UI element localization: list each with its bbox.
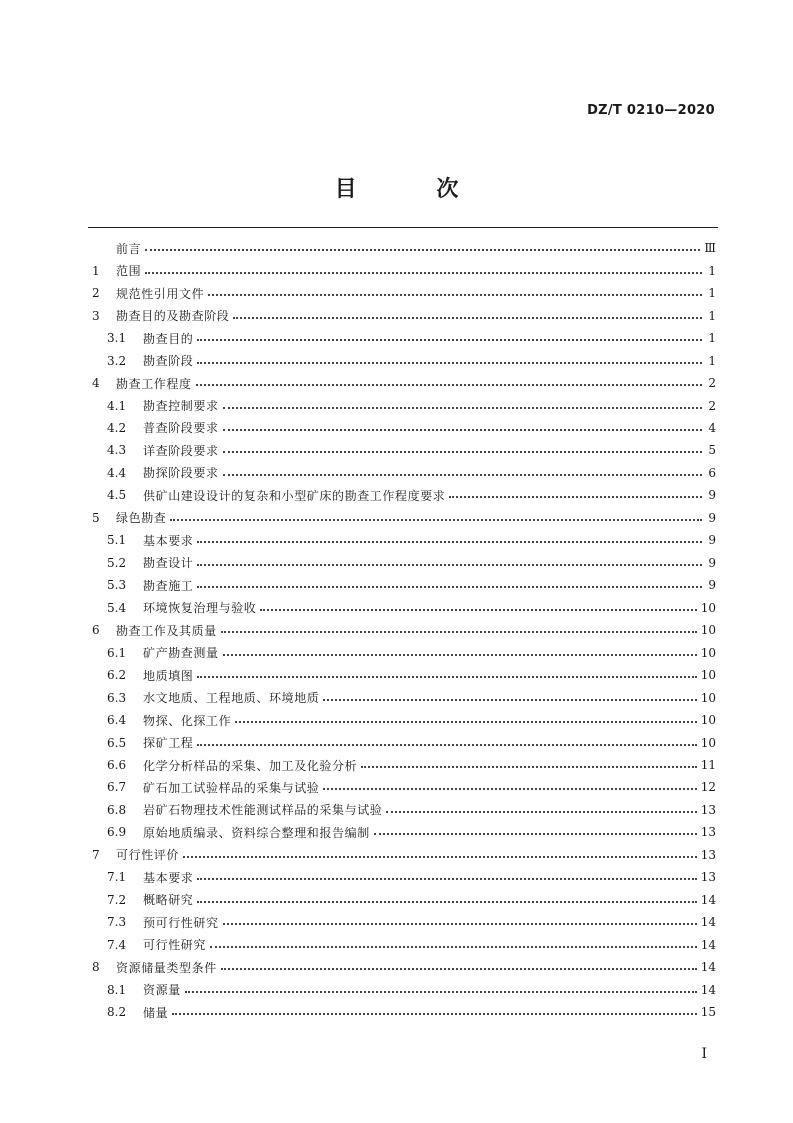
- toc-entry[interactable]: [92, 439, 716, 461]
- toc-entry-number: 7.2: [107, 892, 127, 907]
- dot-leader: [197, 362, 702, 364]
- toc-entry-title: 勘查目的: [143, 331, 194, 346]
- dot-leader: [223, 474, 702, 476]
- toc-entry-page: 2: [708, 398, 716, 413]
- toc-entry[interactable]: [92, 911, 716, 933]
- dot-leader: [210, 946, 697, 948]
- dot-leader: [208, 294, 702, 296]
- toc-entry[interactable]: [92, 462, 716, 484]
- toc-entry-page: 10: [700, 645, 716, 660]
- toc-entry[interactable]: [92, 574, 716, 596]
- table-of-contents: [92, 237, 716, 1023]
- toc-entry-number: 4.5: [107, 488, 127, 503]
- toc-entry-page: 9: [708, 488, 716, 503]
- toc-entry-number: 7: [92, 847, 100, 862]
- toc-entry[interactable]: [92, 776, 716, 798]
- toc-entry-number: 4.1: [107, 398, 127, 413]
- toc-entry[interactable]: [92, 844, 716, 866]
- dot-leader: [233, 317, 702, 319]
- toc-entry-page: 1: [708, 263, 716, 278]
- dot-leader: [223, 923, 697, 925]
- toc-entry-page: 10: [700, 735, 716, 750]
- toc-entry[interactable]: [92, 978, 716, 1000]
- dot-leader: [223, 654, 697, 656]
- toc-entry-title: 概略研究: [143, 893, 194, 908]
- toc-entry-page: 1: [708, 286, 716, 301]
- toc-entry-page: 13: [700, 870, 716, 885]
- toc-entry-title: 勘查阶段: [143, 354, 194, 369]
- toc-entry-title: 基本要求: [143, 533, 194, 548]
- toc-entry[interactable]: [92, 237, 716, 259]
- page-number: Ⅰ: [701, 1046, 707, 1062]
- dot-leader: [197, 339, 702, 341]
- toc-entry[interactable]: [92, 394, 716, 416]
- toc-entry-number: 6.2: [107, 668, 127, 683]
- toc-entry[interactable]: [92, 529, 716, 551]
- toc-entry-number: 6: [92, 623, 100, 638]
- toc-entry-number: 5.4: [107, 600, 127, 615]
- toc-entry-title: 供矿山建设设计的复杂和小型矿床的勘查工作程度要求: [143, 488, 446, 503]
- toc-entry-number: 6.4: [107, 713, 127, 728]
- toc-entry[interactable]: [92, 484, 716, 506]
- toc-entry[interactable]: [92, 372, 716, 394]
- toc-entry-number: 3.2: [107, 353, 127, 368]
- toc-entry-page: 10: [700, 623, 716, 638]
- toc-entry[interactable]: [92, 821, 716, 843]
- toc-entry-title: 范围: [116, 264, 142, 279]
- toc-entry-page: 10: [700, 713, 716, 728]
- dot-leader: [197, 901, 696, 903]
- toc-entry-title: 预可行性研究: [143, 915, 219, 930]
- toc-entry-number: 6.5: [107, 735, 127, 750]
- toc-entry-page: 9: [708, 578, 716, 593]
- toc-entry-number: 8.1: [107, 982, 127, 997]
- toc-entry-page: 14: [700, 937, 716, 952]
- toc-entry[interactable]: [92, 597, 716, 619]
- toc-entry-page: 1: [708, 308, 716, 323]
- toc-entry[interactable]: [92, 552, 716, 574]
- toc-entry[interactable]: [92, 664, 716, 686]
- toc-entry[interactable]: [92, 259, 716, 281]
- toc-entry-number: 5.1: [107, 533, 127, 548]
- toc-entry-page: 4: [708, 420, 716, 435]
- toc-entry-page: 13: [700, 825, 716, 840]
- dot-leader: [183, 856, 697, 858]
- toc-entry-number: 8.2: [107, 1005, 127, 1020]
- toc-entry[interactable]: [92, 709, 716, 731]
- toc-entry[interactable]: [92, 956, 716, 978]
- toc-entry-number: 8: [92, 960, 100, 975]
- toc-entry-page: 14: [700, 960, 716, 975]
- toc-entry-page: 2: [708, 376, 716, 391]
- dot-leader: [197, 564, 702, 566]
- toc-entry[interactable]: [92, 417, 716, 439]
- toc-entry-title: 可行性研究: [143, 938, 207, 953]
- toc-entry[interactable]: [92, 754, 716, 776]
- standard-code: DZ/T 0210—2020: [587, 103, 715, 118]
- dot-leader: [145, 249, 700, 251]
- toc-entry-title: 水文地质、工程地质、环境地质: [143, 691, 320, 706]
- dot-leader: [196, 384, 702, 386]
- toc-entry-page: 12: [700, 780, 716, 795]
- toc-entry-page: 10: [700, 690, 716, 705]
- toc-entry-title: 勘查设计: [143, 556, 194, 571]
- toc-entry-page: 9: [708, 533, 716, 548]
- dot-leader: [197, 586, 702, 588]
- page-title: 目 次: [334, 177, 495, 202]
- toc-entry[interactable]: [92, 282, 716, 304]
- dot-leader: [223, 429, 702, 431]
- toc-entry-number: 6.6: [107, 758, 127, 773]
- toc-entry-title: 绿色勘查: [116, 511, 167, 526]
- toc-entry-title: 原始地质编录、资料综合整理和报告编制: [143, 825, 370, 840]
- toc-entry[interactable]: [92, 641, 716, 663]
- toc-entry-number: 1: [92, 263, 100, 278]
- toc-entry-number: 6.8: [107, 802, 127, 817]
- toc-entry[interactable]: [92, 866, 716, 888]
- title-rule: [88, 227, 718, 228]
- toc-entry-title: 勘探阶段要求: [143, 466, 219, 481]
- toc-entry[interactable]: [92, 799, 716, 821]
- toc-entry-number: 5: [92, 510, 100, 525]
- toc-entry-page: Ⅲ: [704, 241, 716, 256]
- dot-leader: [197, 878, 696, 880]
- dot-leader: [386, 811, 696, 813]
- toc-entry[interactable]: [92, 731, 716, 753]
- toc-entry-title: 探矿工程: [143, 736, 194, 751]
- toc-entry-page: 10: [700, 600, 716, 615]
- toc-entry-title: 矿石加工试验样品的采集与试验: [143, 780, 320, 795]
- toc-entry-number: 7.3: [107, 915, 127, 930]
- toc-entry-number: 6.3: [107, 690, 127, 705]
- toc-entry-title: 勘查施工: [143, 578, 194, 593]
- toc-entry-title: 规范性引用文件: [116, 286, 205, 301]
- dot-leader: [323, 699, 696, 701]
- toc-entry-title: 资源量: [143, 983, 181, 998]
- toc-entry-number: 4: [92, 376, 100, 391]
- toc-entry-page: 1: [708, 353, 716, 368]
- toc-entry[interactable]: [92, 349, 716, 371]
- dot-leader: [223, 407, 702, 409]
- toc-entry[interactable]: [92, 304, 716, 326]
- toc-entry-title: 储量: [143, 1005, 169, 1020]
- dot-leader: [197, 676, 696, 678]
- dot-leader: [449, 496, 702, 498]
- toc-entry-title: 岩矿石物理技术性能测试样品的采集与试验: [143, 803, 383, 818]
- toc-entry-title: 资源储量类型条件: [116, 960, 217, 975]
- toc-entry-number: 5.2: [107, 555, 127, 570]
- toc-entry-title: 前言: [116, 241, 142, 256]
- toc-entry-title: 详查阶段要求: [143, 443, 219, 458]
- toc-entry-number: 6.9: [107, 825, 127, 840]
- toc-entry-title: 环境恢复治理与验收: [143, 601, 257, 616]
- toc-entry-title: 地质填图: [143, 668, 194, 683]
- toc-entry-number: 5.3: [107, 578, 127, 593]
- dot-leader: [185, 991, 697, 993]
- dot-leader: [145, 272, 702, 274]
- toc-entry-page: 14: [700, 982, 716, 997]
- toc-entry-number: 3.1: [107, 331, 127, 346]
- toc-entry-number: 6.1: [107, 645, 127, 660]
- dot-leader: [223, 451, 702, 453]
- toc-entry[interactable]: [92, 327, 716, 349]
- toc-entry-number: 3: [92, 308, 100, 323]
- dot-leader: [361, 766, 697, 768]
- toc-entry-title: 基本要求: [143, 870, 194, 885]
- toc-entry-page: 10: [700, 668, 716, 683]
- toc-entry-number: 6.7: [107, 780, 127, 795]
- toc-entry[interactable]: [92, 507, 716, 529]
- toc-entry-number: 4.4: [107, 465, 127, 480]
- dot-leader: [170, 519, 702, 521]
- toc-entry-title: 勘查目的及勘查阶段: [116, 309, 230, 324]
- dot-leader: [197, 541, 702, 543]
- toc-entry[interactable]: [92, 1001, 716, 1023]
- toc-entry-number: 2: [92, 286, 100, 301]
- toc-entry[interactable]: [92, 934, 716, 956]
- toc-entry-page: 9: [708, 555, 716, 570]
- toc-entry-number: 4.3: [107, 443, 127, 458]
- toc-entry-title: 勘查控制要求: [143, 399, 219, 414]
- toc-entry-page: 11: [700, 758, 716, 773]
- dot-leader: [235, 721, 697, 723]
- dot-leader: [374, 833, 697, 835]
- toc-entry[interactable]: [92, 686, 716, 708]
- toc-entry-title: 化学分析样品的采集、加工及化验分析: [143, 758, 358, 773]
- toc-entry[interactable]: [92, 889, 716, 911]
- dot-leader: [323, 788, 696, 790]
- toc-entry-title: 勘查工作程度: [116, 376, 192, 391]
- toc-entry-page: 1: [708, 331, 716, 346]
- toc-entry-page: 14: [700, 892, 716, 907]
- toc-entry-page: 6: [708, 465, 716, 480]
- toc-entry-page: 15: [700, 1005, 716, 1020]
- dot-leader: [260, 609, 696, 611]
- dot-leader: [221, 631, 697, 633]
- toc-entry-page: 13: [700, 847, 716, 862]
- toc-entry-title: 可行性评价: [116, 848, 180, 863]
- dot-leader: [221, 968, 697, 970]
- toc-entry-page: 5: [708, 443, 716, 458]
- toc-entry-page: 14: [700, 915, 716, 930]
- toc-entry-title: 勘查工作及其质量: [116, 623, 217, 638]
- dot-leader: [197, 744, 696, 746]
- toc-entry[interactable]: [92, 619, 716, 641]
- toc-entry-number: 7.1: [107, 870, 127, 885]
- toc-entry-number: 7.4: [107, 937, 127, 952]
- dot-leader: [172, 1013, 697, 1015]
- toc-entry-page: 9: [708, 510, 716, 525]
- toc-entry-title: 普查阶段要求: [143, 421, 219, 436]
- toc-entry-title: 矿产勘查测量: [143, 646, 219, 661]
- toc-entry-page: 13: [700, 802, 716, 817]
- toc-entry-number: 4.2: [107, 420, 127, 435]
- toc-entry-title: 物探、化探工作: [143, 713, 232, 728]
